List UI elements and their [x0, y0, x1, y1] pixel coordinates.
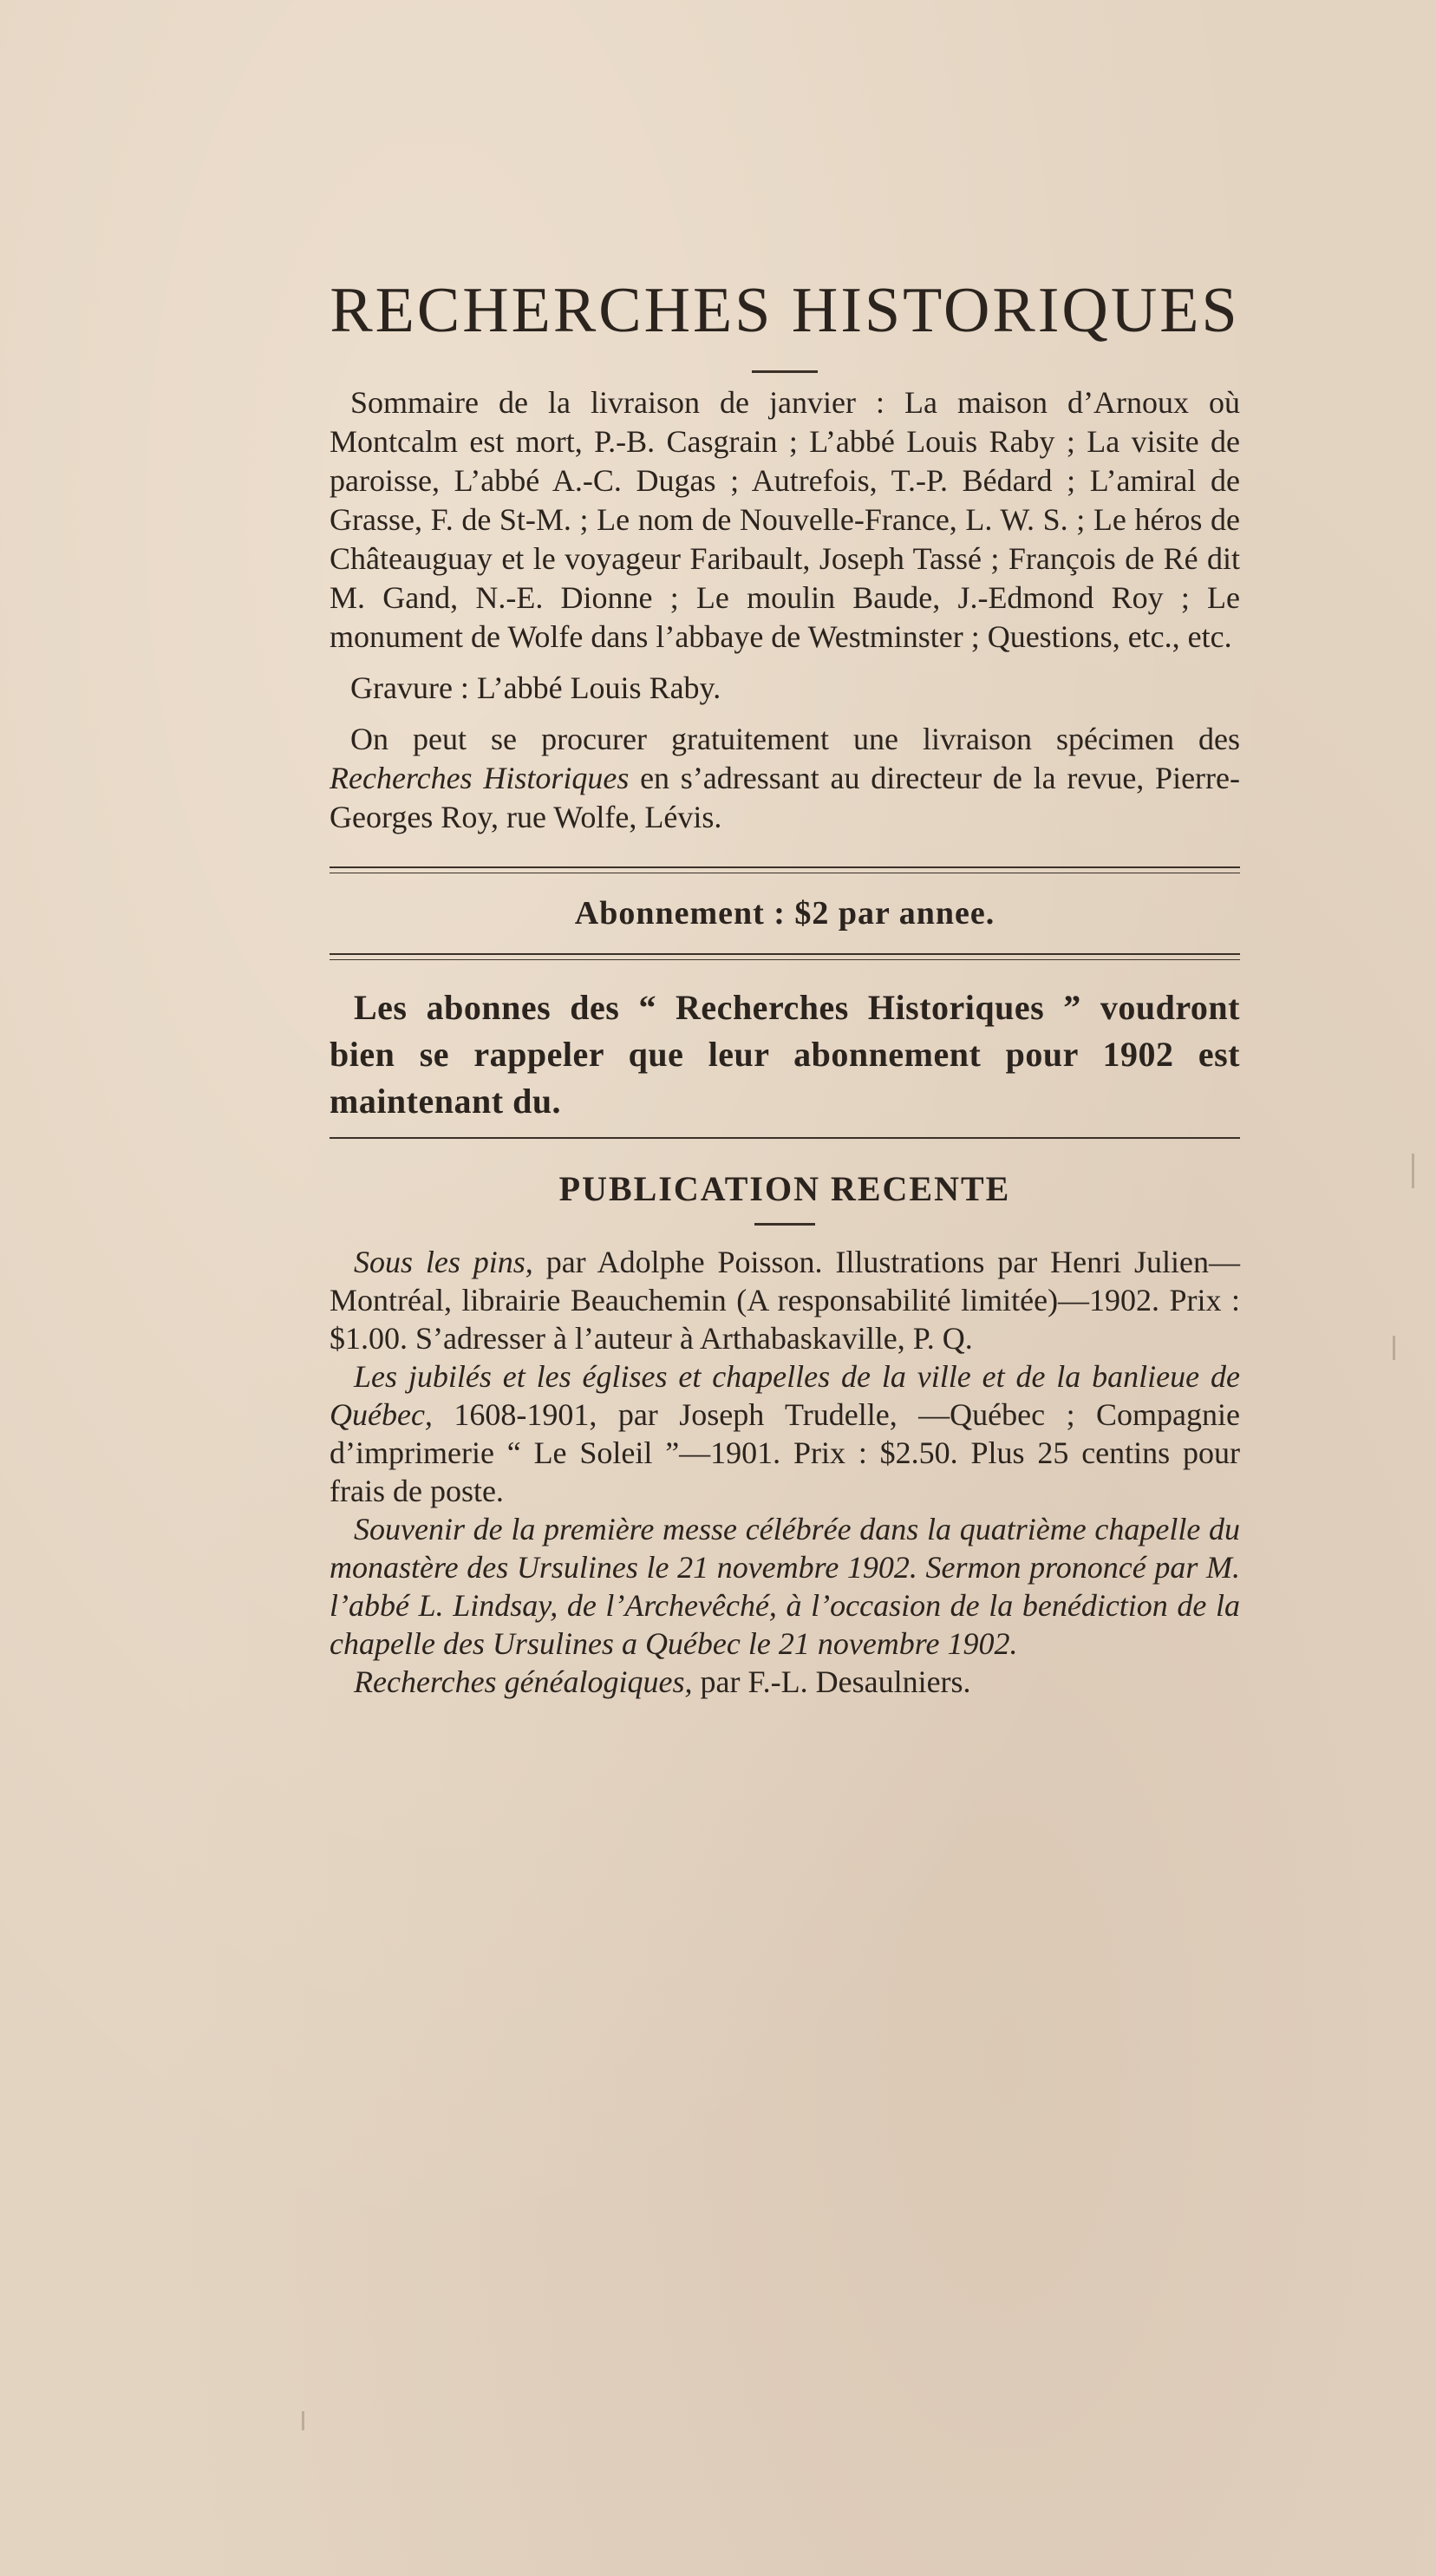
divider-rule	[330, 953, 1240, 960]
publication-title: Sous les pins,	[354, 1245, 533, 1280]
publication-entry	[330, 1663, 1240, 1701]
specimen-text-after: en s’adressant au directeur de la revue, Pierre-Georges Roy, rue Wolfe, Lévis.	[330, 761, 1240, 835]
paper-blemish	[1393, 1336, 1395, 1360]
publication-details: par Adolphe Poisson. Illustrations par Henri Julien—Montréal, librairie Beauchemin (A responsabilité limitée)—1902. Prix : $1.00. S’adresser à l’auteur à Arthabaskaville, P. Q.	[330, 1245, 1240, 1357]
paper-blemish	[302, 2411, 304, 2430]
specimen-paragraph	[330, 720, 1240, 837]
title-rule	[752, 370, 818, 373]
page-content	[330, 276, 1240, 1701]
divider-rule	[330, 1137, 1240, 1139]
subscriber-notice: Les abonnes des “ Recherches Historiques ” voudront bien se rappeler que leur abonnement pour 1902 est maintenant du.	[330, 988, 1240, 1121]
publication-details: par F.-L. Desaulniers.	[692, 1664, 971, 1700]
section-rule	[754, 1223, 815, 1226]
publication-entry	[330, 1243, 1240, 1357]
divider-rule	[330, 866, 1240, 873]
specimen-text-before: On peut se procurer gratuitement une livraison spécimen des	[350, 722, 1240, 757]
publication-title: Souvenir de la première messe célébrée dans la quatrième chapelle du monastère des Ursulines le 21 novembre 1902. Sermon prononcé par M. l’abbé L. Lindsay, de l’Archevêché, à l’occasion de la benédiction de la chapelle des Ursulines a Québec le 21 novembre 1902.	[330, 1512, 1240, 1662]
publication-entry	[330, 1510, 1240, 1663]
publication-title: Les jubilés et les églises et chapelles de la ville et de la banlieue de Québec,	[330, 1359, 1240, 1433]
publication-details: 1608-1901, par Joseph Trudelle, —Québec ; Compagnie d’imprimerie “ Le Soleil ”—1901. Prix : $2.50. Plus 25 centins pour frais de poste.	[330, 1397, 1240, 1509]
paper-blemish	[1412, 1154, 1414, 1188]
specimen-journal-title: Recherches Historiques	[330, 761, 630, 796]
gravure-paragraph: Gravure : L’abbé Louis Raby.	[350, 670, 721, 706]
sommaire-paragraph: Sommaire de la livraison de janvier : La maison d’Arnoux où Montcalm est mort, P.-B. Casgrain ; L’abbé Louis Raby ; La visite de paroisse, L’abbé A.-C. Dugas ; Autrefois, T.-P. Bédard ; L’amiral de Grasse, F. de St-M. ; Le nom de Nouvelle-France, L. W. S. ; Le héros de Châteauguay et le voyageur Faribault, Joseph Tassé ; François de Ré dit M. Gand, N.-E. Dionne ; Le moulin Baude, J.-Edmond Roy ; Le monument de Wolfe dans l’abbaye de Westminster ; Questions, etc., etc.	[330, 385, 1240, 655]
publication-title: Recherches généalogiques,	[354, 1664, 693, 1700]
section-heading: PUBLICATION RECENTE	[558, 1169, 1011, 1209]
page-title: RECHERCHES HISTORIQUES	[330, 275, 1240, 346]
subscription-price: Abonnement : $2 par annee.	[574, 895, 995, 932]
publication-entry	[330, 1357, 1240, 1510]
